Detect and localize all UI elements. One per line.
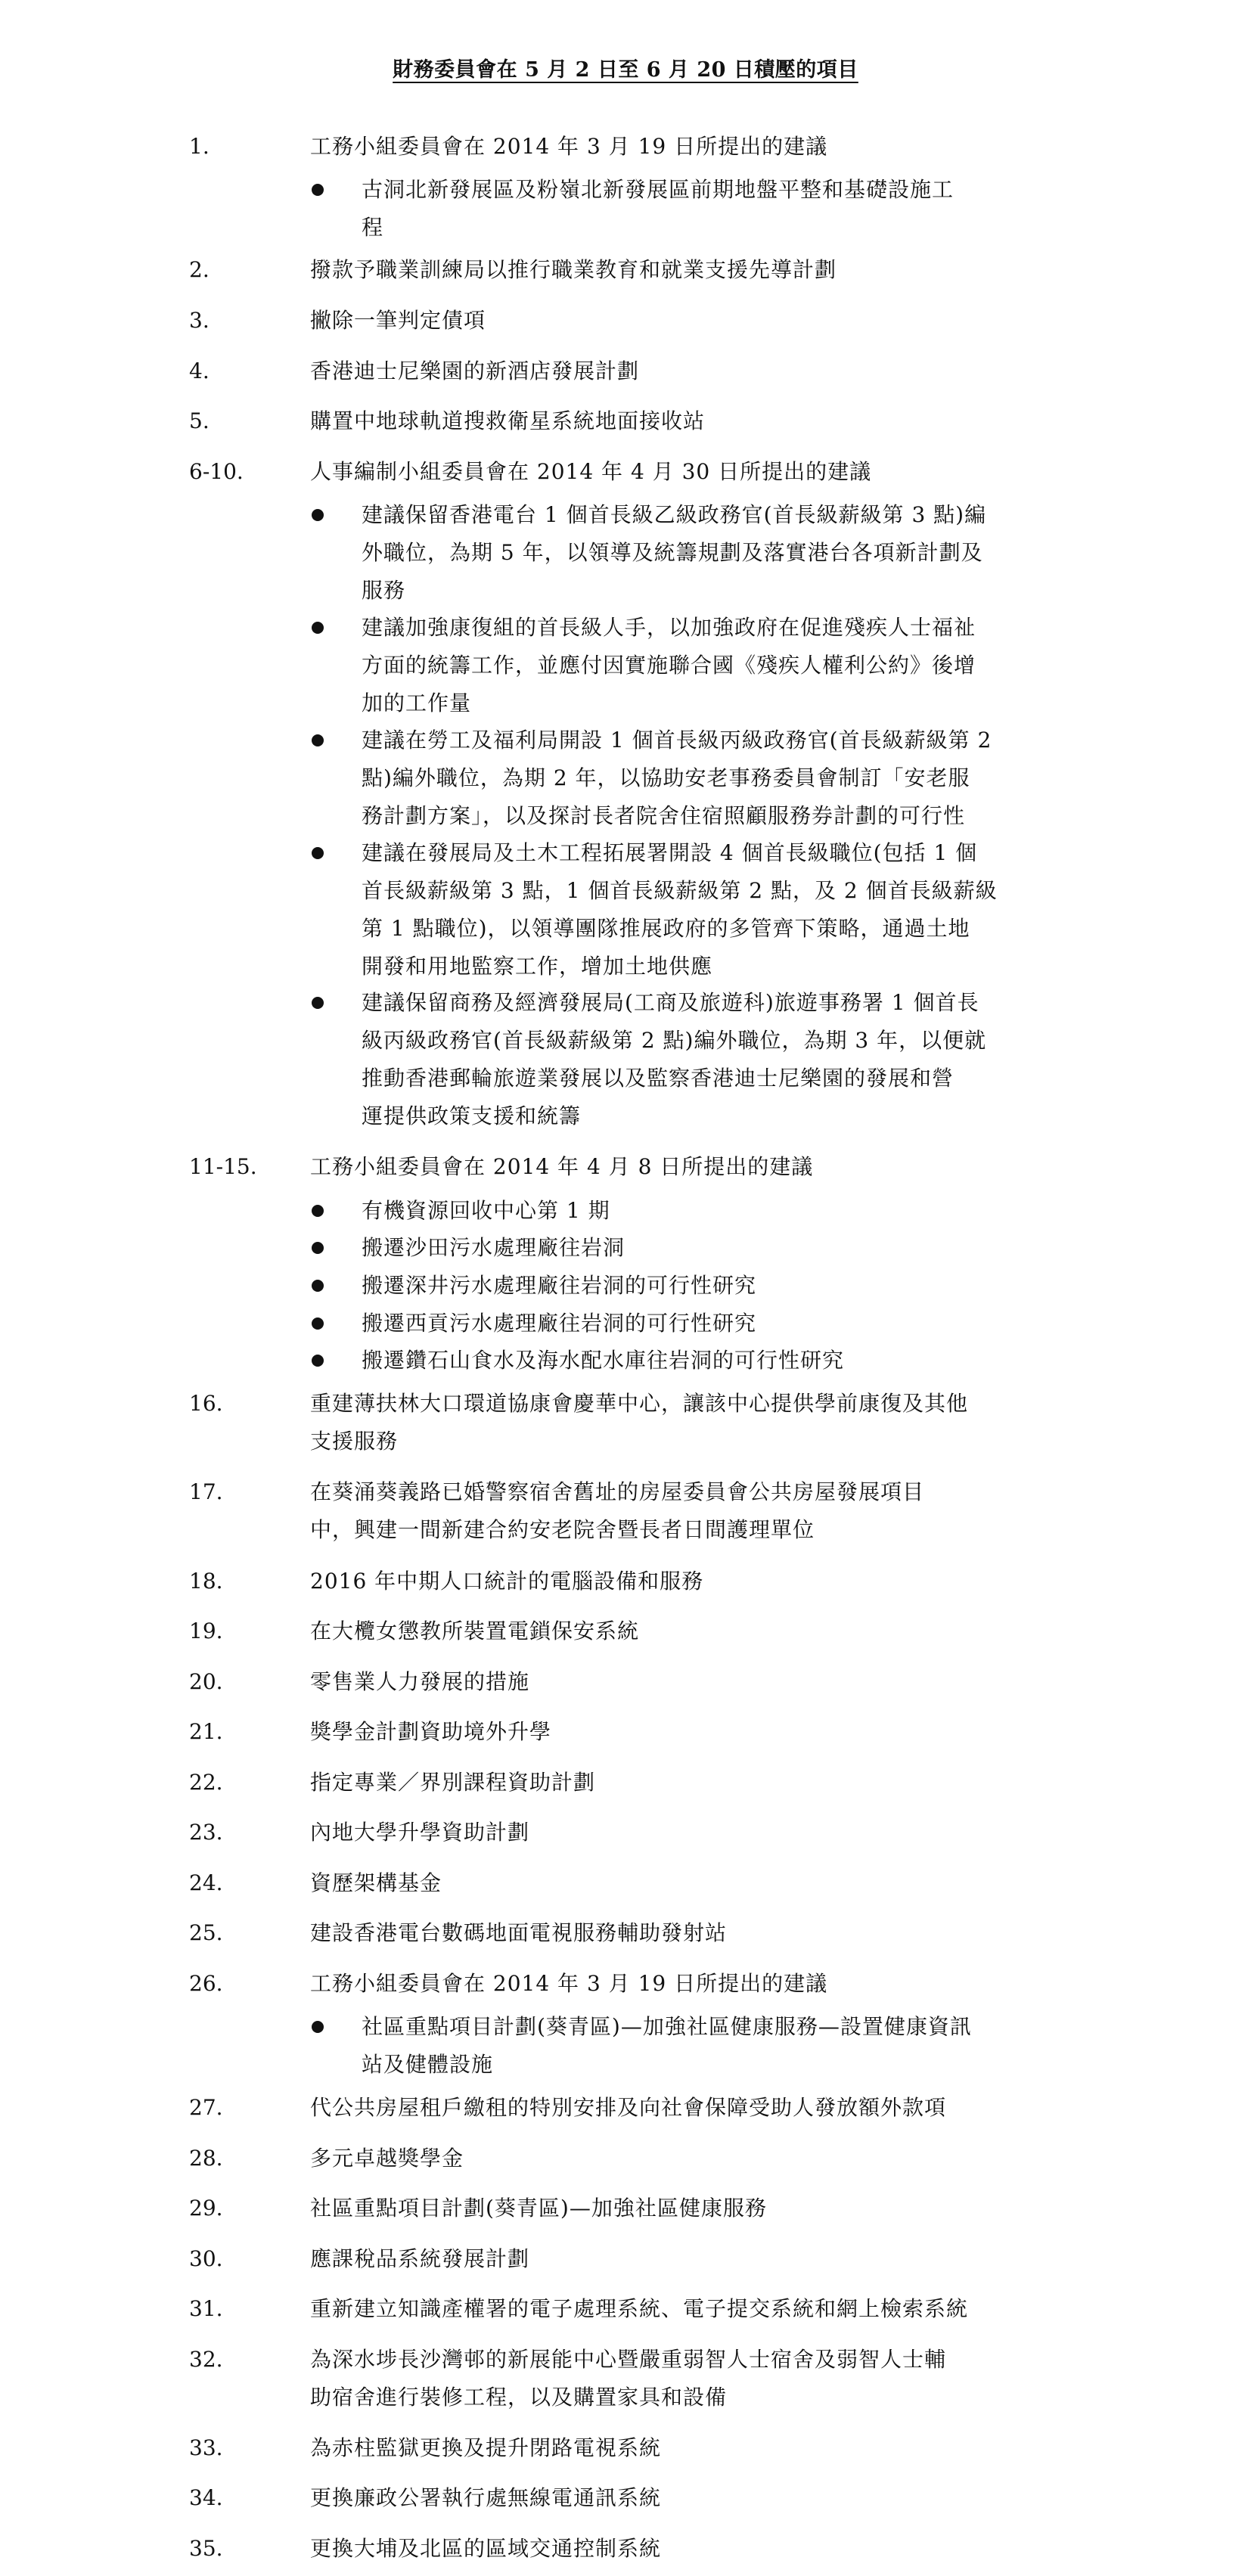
- item-number: 19.: [189, 1619, 223, 1643]
- item-text-line2: 支援服務: [310, 1429, 399, 1454]
- item-text: 撇除一筆判定債項: [310, 308, 486, 333]
- item-number: 35.: [189, 2536, 223, 2561]
- bullet-text: 建議加強康復組的首長級人手，以加強政府在促進殘疾人士福祉 方面的統籌工作，並應付因實施聯合國《殘疾人權利公約》後增 加的工作量: [362, 615, 976, 715]
- item-text: 工務小組委員會在 2014 年 4 月 8 日所提出的建議: [310, 1154, 814, 1179]
- bullet-icon: [312, 2021, 324, 2033]
- item-number: 3.: [189, 308, 210, 333]
- item-text: 工務小組委員會在 2014 年 3 月 19 日所提出的建議: [310, 1971, 828, 1996]
- item-number: 1.: [189, 134, 210, 159]
- item-number: 22.: [189, 1770, 223, 1795]
- item-number: 23.: [189, 1820, 223, 1845]
- bullet-text: 建議保留香港電台 1 個首長級乙級政務官(首長級薪級第 3 點)編 外職位，為期 5 年，以領導及統籌規劃及落實港台各項新計劃及 服務: [362, 502, 987, 603]
- bullet-icon: [312, 1280, 324, 1292]
- item-text: 重建薄扶林大口環道協康會慶華中心，讓該中心提供學前康復及其他: [310, 1391, 969, 1416]
- bullet-icon: [312, 1205, 324, 1217]
- bullet-text: 古洞北新發展區及粉嶺北新發展區前期地盤平整和基礎設施工 程: [362, 177, 955, 240]
- item-text: 重新建立知識產權署的電子處理系統、電子提交系統和網上檢索系統: [310, 2296, 969, 2321]
- item-number: 30.: [189, 2246, 223, 2271]
- item-number: 33.: [189, 2435, 223, 2460]
- bullet-icon: [312, 847, 324, 859]
- bullet-text: 建議在發展局及土木工程拓展署開設 4 個首長級職位(包括 1 個 首長級薪級第 3 點，1 個首長級薪級第 2 點，及 2 個首長級薪級 第 1 點職位)，以領導團隊推展政府的多管齊下策略，通過土地 開發和用地監察工作，增加土地供應: [362, 840, 998, 979]
- item-text: 工務小組委員會在 2014 年 3 月 19 日所提出的建議: [310, 134, 828, 159]
- item-text: 2016 年中期人口統計的電腦設備和服務: [310, 1569, 704, 1594]
- item-text: 代公共房屋租戶繳租的特別安排及向社會保障受助人發放額外款項: [310, 2095, 947, 2120]
- item-text: 在大欖女懲教所裝置電鎖保安系統: [310, 1619, 640, 1643]
- item-number: 4.: [189, 358, 210, 383]
- bullet-icon: [312, 734, 324, 746]
- item-text: 內地大學升學資助計劃: [310, 1820, 530, 1845]
- bullet-text: 搬遷西貢污水處理廠往岩洞的可行性研究: [362, 1311, 757, 1336]
- item-number: 26.: [189, 1971, 223, 1996]
- item-text: 零售業人力發展的措施: [310, 1669, 530, 1694]
- item-number: 5.: [189, 408, 210, 433]
- item-text: 更換大埔及北區的區域交通控制系統: [310, 2536, 662, 2561]
- item-number: 28.: [189, 2146, 223, 2171]
- item-text: 應課稅品系統發展計劃: [310, 2246, 530, 2271]
- item-text: 獎學金計劃資助境外升學: [310, 1719, 552, 1744]
- item-text: 社區重點項目計劃(葵青區)—加強社區健康服務: [310, 2196, 767, 2221]
- item-text: 為深水埗長沙灣邨的新展能中心暨嚴重弱智人士宿舍及弱智人士輔: [310, 2347, 947, 2372]
- item-number: 2.: [189, 257, 210, 282]
- item-number: 6-10.: [189, 459, 244, 484]
- item-text: 購置中地球軌道搜救衛星系統地面接收站: [310, 408, 706, 433]
- bullet-icon: [312, 509, 324, 521]
- item-number: 16.: [189, 1391, 223, 1416]
- page-title: 財務委員會在 5 月 2 日至 6 月 20 日積壓的項目: [393, 58, 858, 82]
- bullet-icon: [312, 997, 324, 1009]
- bullet-text: 社區重點項目計劃(葵青區)—加強社區健康服務—設置健康資訊 站及健體設施: [362, 2014, 972, 2077]
- item-number: 17.: [189, 1479, 223, 1504]
- bullet-icon: [312, 1355, 324, 1367]
- item-number: 34.: [189, 2485, 223, 2510]
- bullet-icon: [312, 1317, 324, 1330]
- bullet-text: 搬遷鑽石山食水及海水配水庫往岩洞的可行性研究: [362, 1348, 845, 1373]
- item-number: 27.: [189, 2095, 223, 2120]
- bullet-icon: [312, 184, 324, 196]
- bullet-icon: [312, 622, 324, 634]
- bullet-text: 建議保留商務及經濟發展局(工商及旅遊科)旅遊事務署 1 個首長 級丙級政務官(首長級薪級第 2 點)編外職位，為期 3 年，以便就 推動香港郵輪旅遊業發展以及監察香港迪士尼樂園的發展和營 運提供政策支援和統籌: [362, 990, 987, 1128]
- item-text: 指定專業／界別課程資助計劃: [310, 1770, 596, 1795]
- item-text: 資歷架構基金: [310, 1870, 442, 1895]
- item-number: 18.: [189, 1569, 223, 1594]
- item-text: 建設香港電台數碼地面電視服務輔助發射站: [310, 1920, 728, 1945]
- bullet-icon: [312, 1242, 324, 1254]
- item-text: 更換廉政公署執行處無線電通訊系統: [310, 2485, 662, 2510]
- item-number: 11-15.: [189, 1154, 257, 1179]
- bullet-text: 建議在勞工及福利局開設 1 個首長級丙級政務官(首長級薪級第 2 點)編外職位，為期 2 年，以協助安老事務委員會制訂「安老服 務計劃方案」，以及探討長者院舍住宿照顧服務券計劃的可行性: [362, 728, 992, 828]
- item-number: 21.: [189, 1719, 223, 1744]
- item-number: 29.: [189, 2196, 223, 2221]
- item-text-line2: 中，興建一間新建合約安老院舍暨長者日間護理單位: [310, 1517, 815, 1542]
- item-text: 香港迪士尼樂園的新酒店發展計劃: [310, 358, 640, 383]
- item-text: 在葵涌葵義路已婚警察宿舍舊址的房屋委員會公共房屋發展項目: [310, 1479, 925, 1504]
- item-number: 24.: [189, 1870, 223, 1895]
- item-text: 人事編制小組委員會在 2014 年 4 月 30 日所提出的建議: [310, 459, 872, 484]
- item-number: 31.: [189, 2296, 223, 2321]
- item-number: 32.: [189, 2347, 223, 2372]
- bullet-text: 有機資源回收中心第 1 期: [362, 1198, 610, 1223]
- item-number: 20.: [189, 1669, 223, 1694]
- item-text: 撥款予職業訓練局以推行職業教育和就業支援先導計劃: [310, 257, 837, 282]
- item-number: 25.: [189, 1920, 223, 1945]
- item-text: 多元卓越獎學金: [310, 2146, 464, 2171]
- bullet-text: 搬遷深井污水處理廠往岩洞的可行性研究: [362, 1273, 757, 1298]
- item-text-line2: 助宿舍進行裝修工程，以及購置家具和設備: [310, 2385, 728, 2410]
- item-text: 為赤柱監獄更換及提升閉路電視系統: [310, 2435, 662, 2460]
- bullet-text: 搬遷沙田污水處理廠往岩洞: [362, 1235, 626, 1260]
